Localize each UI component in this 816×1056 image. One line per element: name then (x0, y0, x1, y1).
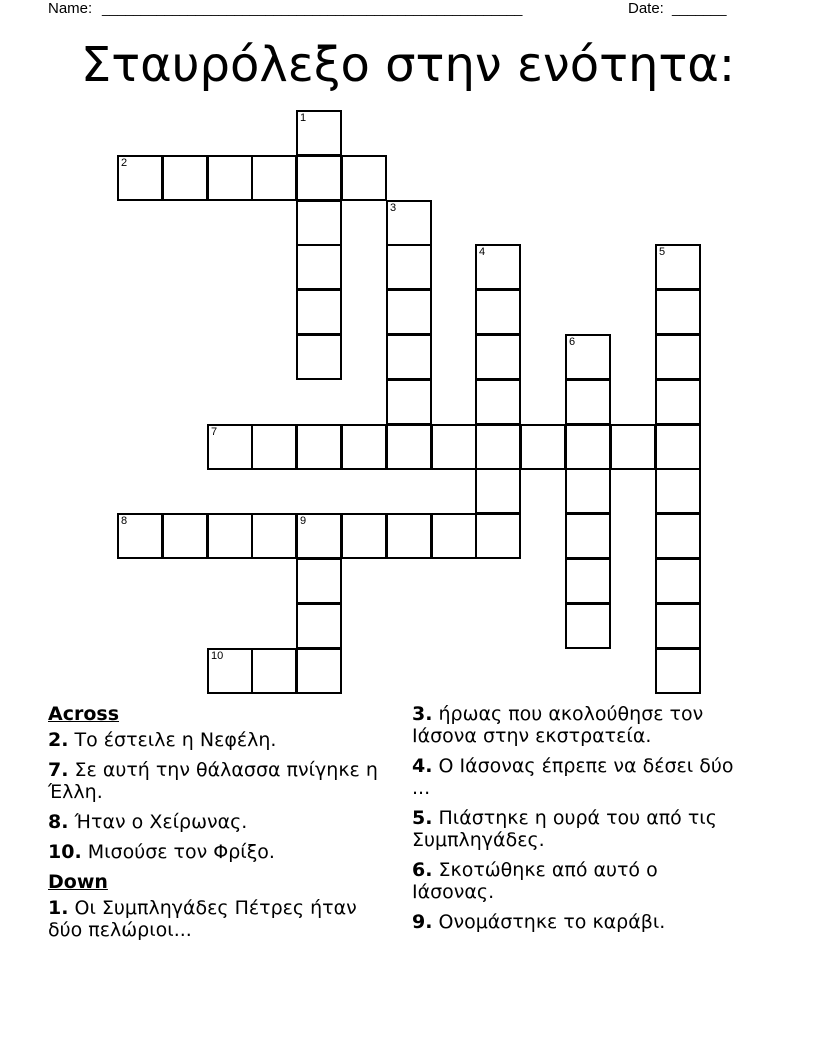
name-line: ______________________________________________________ (102, 0, 523, 16)
grid-cell[interactable] (431, 424, 477, 470)
grid-cell[interactable] (475, 334, 521, 380)
clue-text: Ήταν ο Χείρωνας. (74, 811, 248, 833)
grid-cell[interactable] (386, 289, 432, 335)
grid-cell[interactable] (655, 558, 701, 604)
grid-cell[interactable] (565, 558, 611, 604)
clue-text: Σκοτώθηκε από αυτό ο Ιάσονας. (412, 859, 658, 903)
grid-cell[interactable] (565, 424, 611, 470)
clue-number-label: 7 (211, 426, 218, 438)
clue-number-label: 8 (121, 515, 128, 527)
grid-cell[interactable] (475, 289, 521, 335)
grid-cell[interactable] (431, 513, 477, 559)
grid-cell[interactable] (296, 200, 342, 246)
grid-cell[interactable] (296, 289, 342, 335)
clue-number-label: 9 (300, 515, 307, 527)
grid-cell[interactable] (296, 155, 342, 201)
clue-text: Το έστειλε η Νεφέλη. (74, 729, 277, 751)
grid-cell[interactable] (117, 155, 163, 201)
grid-cell[interactable] (296, 603, 342, 649)
clue-number: 10. (48, 841, 82, 863)
down-clue (412, 755, 742, 799)
grid-cell[interactable] (386, 334, 432, 380)
grid-cell[interactable] (655, 244, 701, 290)
grid-cell[interactable] (162, 155, 208, 201)
grid-cell[interactable] (296, 244, 342, 290)
down-clue (412, 703, 742, 747)
clue-number-label: 2 (121, 157, 128, 169)
grid-cell[interactable] (341, 424, 387, 470)
grid-cell[interactable] (565, 468, 611, 514)
clue-number-label: 6 (569, 336, 576, 348)
clue-text: Ο Ιάσονας έπρεπε να δέσει δύο ... (412, 755, 734, 799)
clue-number: 8. (48, 811, 69, 833)
grid-cell[interactable] (655, 648, 701, 694)
grid-cell[interactable] (386, 379, 432, 425)
grid-cell[interactable] (475, 513, 521, 559)
grid-cell[interactable] (296, 648, 342, 694)
grid-cell[interactable] (341, 155, 387, 201)
grid-cell[interactable] (386, 244, 432, 290)
grid-cell[interactable] (475, 468, 521, 514)
clue-text: ήρωας που ακολούθησε τον Ιάσονα στην εκστρατεία. (412, 703, 704, 747)
grid-cell[interactable] (565, 513, 611, 559)
down-clue (412, 859, 742, 903)
clue-number-label: 3 (390, 202, 397, 214)
grid-cell[interactable] (610, 424, 656, 470)
grid-cell[interactable] (386, 513, 432, 559)
clue-number-label: 10 (211, 650, 224, 662)
grid-cell[interactable] (207, 513, 253, 559)
clue-text: Πιάστηκε η ουρά του από τις Συμπληγάδες. (412, 807, 717, 851)
clue-number-label: 4 (479, 246, 486, 258)
grid-cell[interactable] (207, 648, 253, 694)
grid-cell[interactable] (341, 513, 387, 559)
date-label: Date: (628, 0, 664, 17)
down-clue (48, 897, 378, 941)
grid-cell[interactable] (475, 379, 521, 425)
clue-column-left (48, 703, 378, 949)
clue-number-label: 1 (300, 112, 307, 124)
date-line: _______ (672, 0, 727, 16)
down-clue (412, 911, 742, 933)
clue-text: Σε αυτή την θάλασσα πνίγηκε η Έλλη. (48, 759, 378, 803)
clue-text: Οι Συμπληγάδες Πέτρες ήταν δύο πελώριοι... (48, 897, 357, 941)
down-clue (412, 807, 742, 851)
grid-cell[interactable] (565, 334, 611, 380)
across-clue (48, 759, 378, 803)
grid-cell[interactable] (296, 513, 342, 559)
name-label: Name: (48, 0, 93, 17)
grid-cell[interactable] (655, 379, 701, 425)
grid-cell[interactable] (475, 424, 521, 470)
clue-number: 3. (412, 703, 433, 725)
grid-cell[interactable] (162, 513, 208, 559)
grid-cell[interactable] (296, 334, 342, 380)
across-clue (48, 729, 378, 751)
grid-cell[interactable] (251, 155, 297, 201)
grid-cell[interactable] (251, 424, 297, 470)
grid-cell[interactable] (655, 334, 701, 380)
grid-cell[interactable] (251, 648, 297, 694)
grid-cell[interactable] (565, 603, 611, 649)
clue-number: 1. (48, 897, 69, 919)
grid-cell[interactable] (251, 513, 297, 559)
clue-column-right (412, 703, 742, 941)
grid-cell[interactable] (655, 513, 701, 559)
grid-cell[interactable] (655, 468, 701, 514)
grid-cell[interactable] (296, 424, 342, 470)
grid-cell[interactable] (520, 424, 566, 470)
grid-cell[interactable] (655, 289, 701, 335)
grid-cell[interactable] (207, 155, 253, 201)
grid-cell[interactable] (296, 558, 342, 604)
across-heading: Across (48, 703, 120, 725)
clue-number: 6. (412, 859, 433, 881)
clue-number: 4. (412, 755, 433, 777)
clue-number: 2. (48, 729, 69, 751)
page-title: Σταυρόλεξο στην ενότητα: (80, 37, 736, 93)
grid-cell[interactable] (386, 200, 432, 246)
clue-number: 9. (412, 911, 433, 933)
clue-text: Μισούσε τον Φρίξο. (87, 841, 275, 863)
clue-number: 5. (412, 807, 433, 829)
grid-cell[interactable] (207, 424, 253, 470)
grid-cell[interactable] (655, 603, 701, 649)
grid-cell[interactable] (655, 424, 701, 470)
header (48, 0, 748, 22)
grid-cell[interactable] (565, 379, 611, 425)
grid-cell[interactable] (117, 513, 163, 559)
down-heading: Down (48, 871, 108, 893)
grid-cell[interactable] (296, 110, 342, 156)
clue-number: 7. (48, 759, 69, 781)
grid-cell[interactable] (475, 244, 521, 290)
grid-cell[interactable] (386, 424, 432, 470)
clue-number-label: 5 (659, 246, 666, 258)
across-clue (48, 811, 378, 833)
clue-text: Ονομάστηκε το καράβι. (438, 911, 666, 933)
across-clue (48, 841, 378, 863)
